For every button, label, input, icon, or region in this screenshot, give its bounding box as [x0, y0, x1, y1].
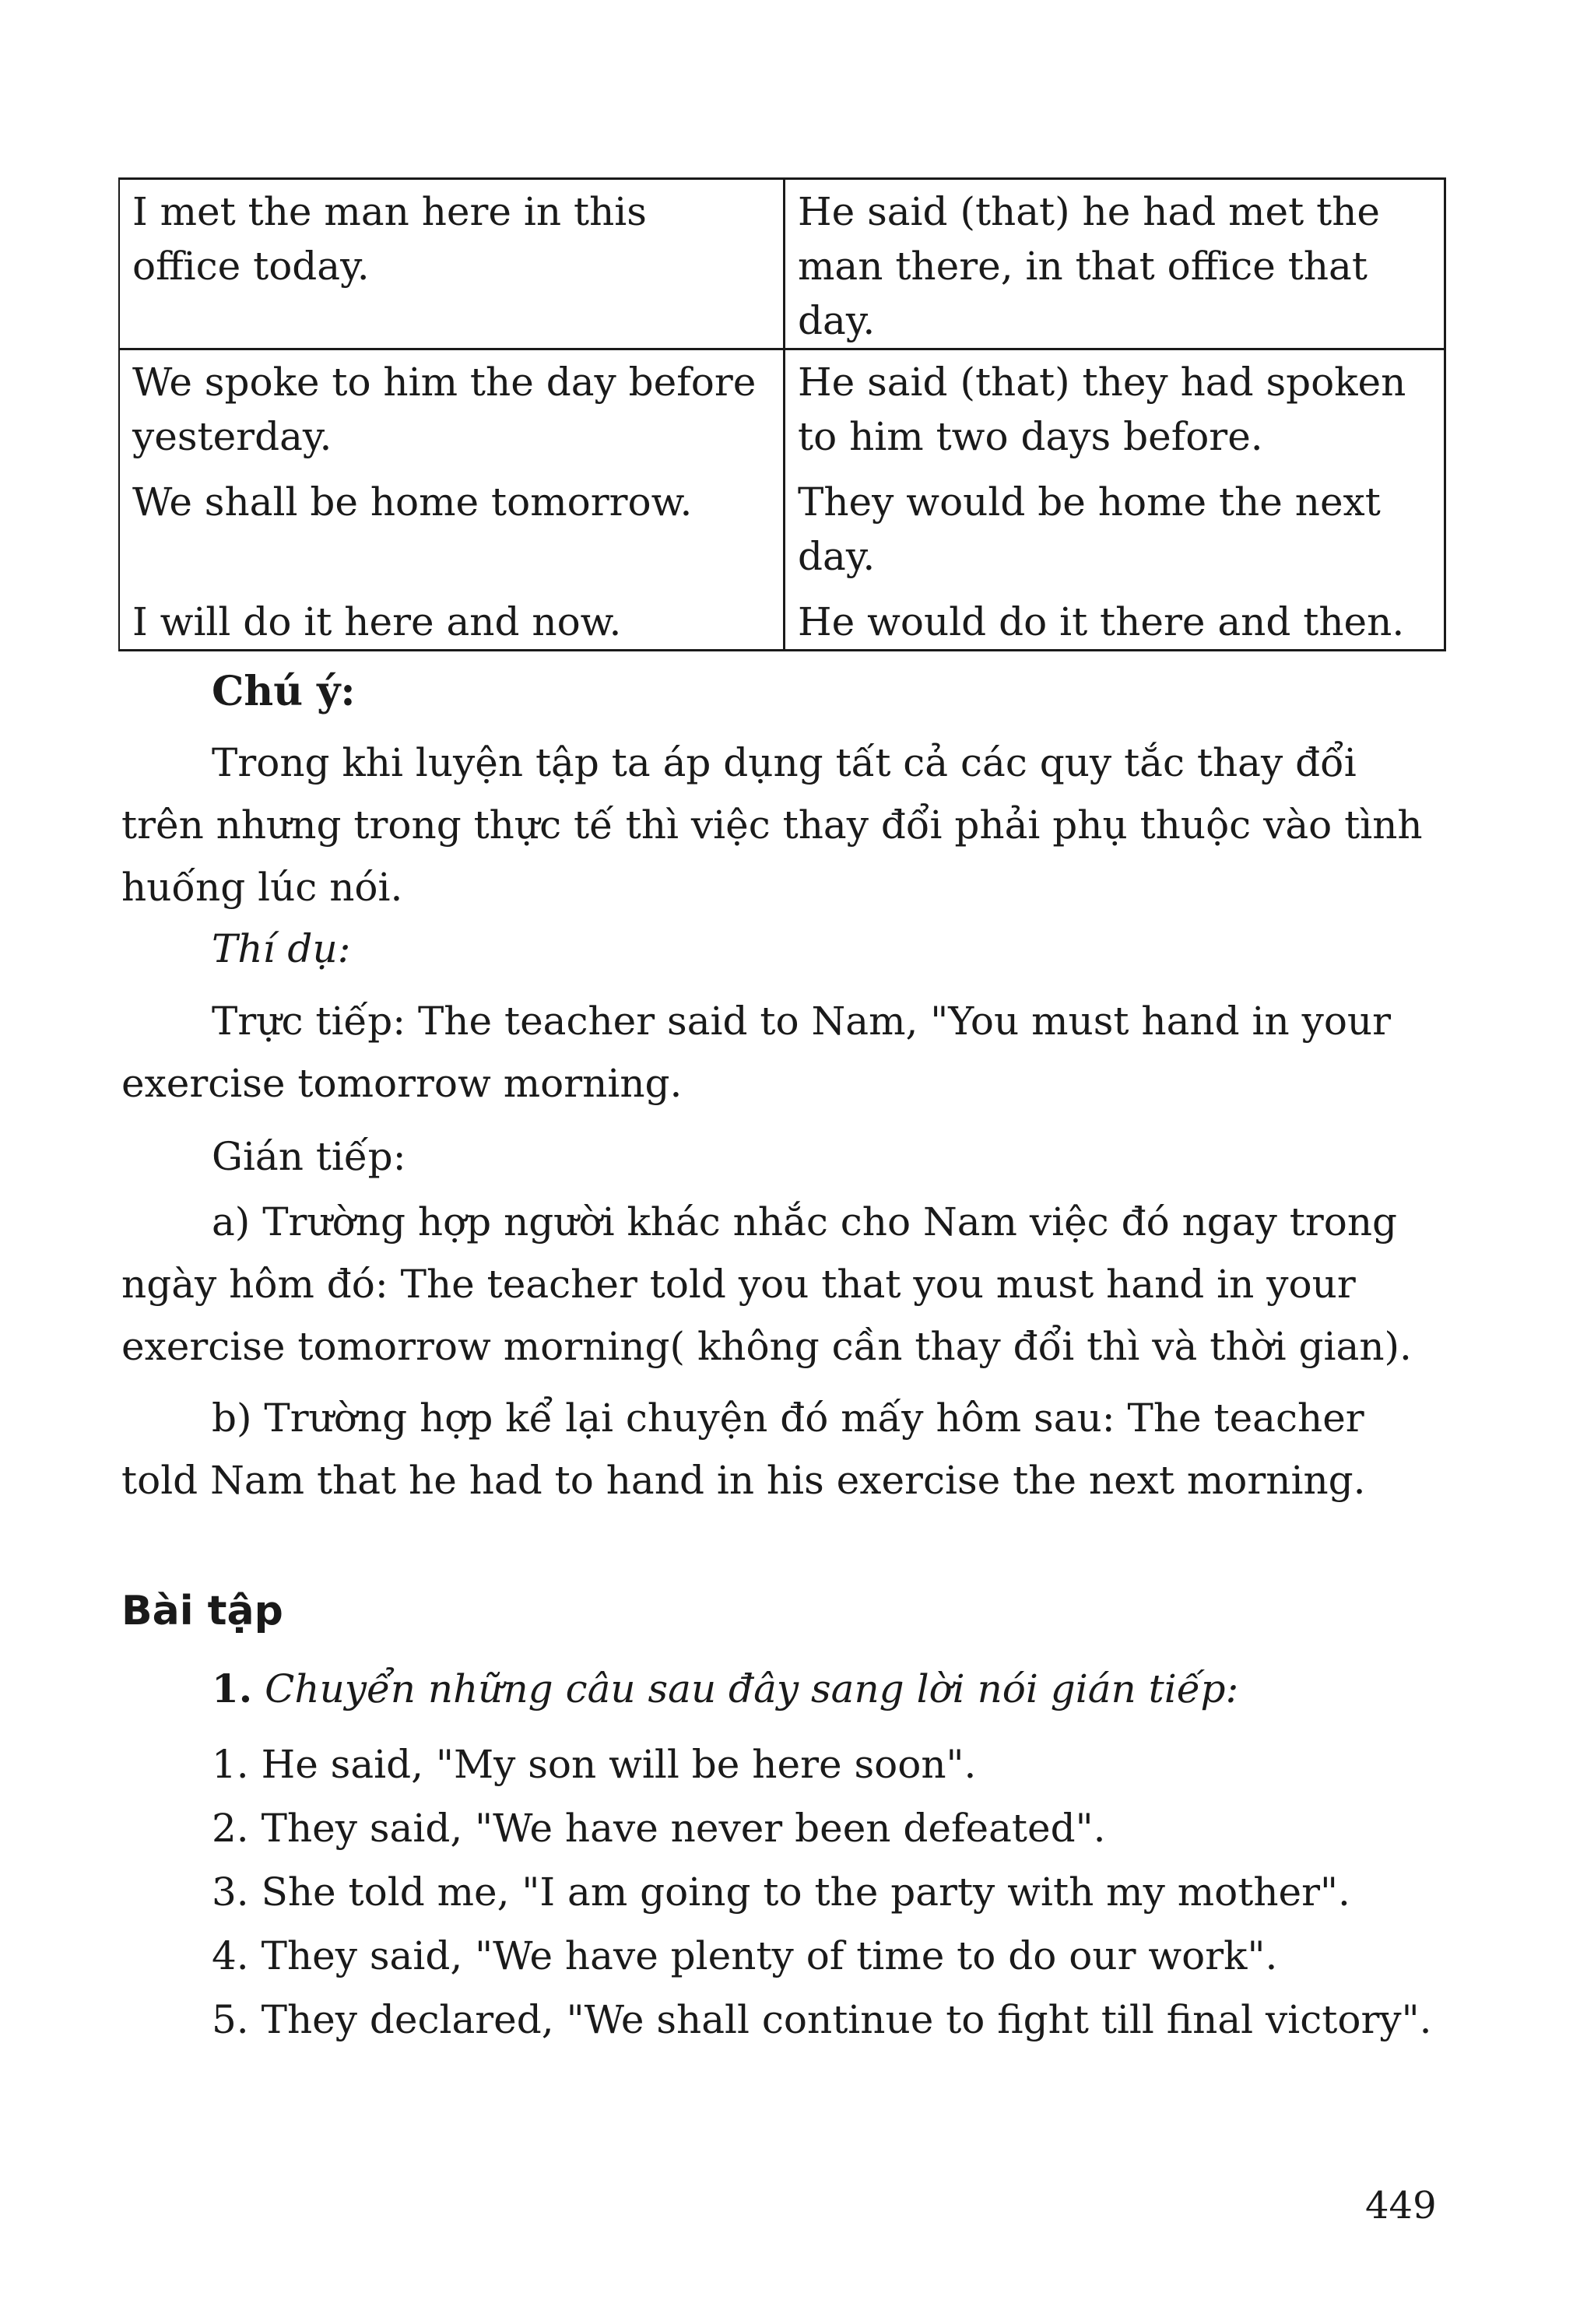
- exercise-item: 5. They declared, "We shall continue to fight till final victory".: [212, 1997, 1432, 2042]
- reported-sentence: [798, 595, 1444, 649]
- paragraph-line: Trực tiếp: The teacher said to Nam, "You must hand in your: [212, 999, 1392, 1044]
- table-text-line: I will do it here and now.: [132, 599, 622, 644]
- table-row: [119, 349, 1445, 651]
- exercise-item: 3. She told me, "I am going to the party with my mother".: [212, 1869, 1350, 1915]
- direct-sentence: [132, 595, 783, 649]
- paragraph-line: b) Trường hợp kể lại chuyện đó mấy hôm sau: The teacher: [212, 1395, 1364, 1441]
- case-b-paragraph: [121, 1387, 1441, 1511]
- table-text-line: I met the man here in this: [132, 189, 647, 234]
- page-number: 449: [1365, 2184, 1437, 2227]
- note-heading: Chú ý:: [212, 668, 356, 715]
- direct-sentence: [132, 355, 783, 464]
- note-paragraph: [121, 732, 1441, 918]
- exercise-list: [212, 1732, 1432, 2052]
- case-a-paragraph: [121, 1191, 1441, 1378]
- paragraph-line: a) Trường hợp người khác nhắc cho Nam việc đó ngay trong: [212, 1199, 1398, 1244]
- reported-speech-cell: [785, 349, 1445, 651]
- table-text-line: day.: [798, 534, 876, 579]
- paragraph-line: huống lúc nói.: [121, 865, 403, 910]
- paragraph-line: told Nam that he had to hand in his exercise the next morning.: [121, 1458, 1366, 1503]
- paragraph-line: trên nhưng trong thực tế thì việc thay đổi phải phụ thuộc vào tình: [121, 802, 1423, 848]
- exercises-title: Bài tập: [121, 1588, 283, 1634]
- table-text-line: day.: [798, 298, 876, 343]
- table-text-line: We shall be home tomorrow.: [132, 479, 693, 525]
- exercise-item: 2. They said, "We have never been defeated".: [212, 1806, 1106, 1851]
- table-text-line: He said (that) he had met the: [798, 189, 1381, 234]
- reported-sentence: [798, 355, 1444, 464]
- table-text-line: He said (that) they had spoken: [798, 360, 1406, 405]
- direct-speech-cell: [119, 349, 785, 651]
- exercise-item: 1. He said, "My son will be here soon".: [212, 1742, 977, 1787]
- paragraph-line: Trong khi luyện tập ta áp dụng tất cả các quy tắc thay đổi: [212, 740, 1357, 785]
- direct-example: [121, 990, 1441, 1115]
- table-text-line: man there, in that office that: [798, 244, 1368, 289]
- exercise-instruction: [212, 1666, 1238, 1711]
- paragraph-line: exercise tomorrow morning.: [121, 1061, 683, 1106]
- instruction-number: 1.: [212, 1666, 253, 1711]
- table-text-line: They would be home the next: [798, 479, 1381, 525]
- speech-conversion-table: [118, 177, 1446, 651]
- direct-speech-cell: [119, 179, 785, 349]
- reported-sentence: [798, 475, 1444, 584]
- example-label: Thí dụ:: [212, 926, 351, 971]
- reported-speech-cell: [785, 179, 1445, 349]
- table-text-line: office today.: [132, 244, 370, 289]
- indirect-label: Gián tiếp:: [212, 1134, 406, 1179]
- table-text-line: to him two days before.: [798, 414, 1263, 459]
- table-text-line: yesterday.: [132, 414, 332, 459]
- paragraph-line: exercise tomorrow morning( không cần thay đổi thì và thời gian).: [121, 1324, 1412, 1369]
- table-row: [119, 179, 1445, 349]
- table-text-line: He would do it there and then.: [798, 599, 1405, 644]
- paragraph-line: ngày hôm đó: The teacher told you that you must hand in your: [121, 1262, 1356, 1307]
- exercise-item: 4. They said, "We have plenty of time to do our work".: [212, 1933, 1278, 1978]
- table-text-line: We spoke to him the day before: [132, 360, 757, 405]
- instruction-text: Chuyển những câu sau đây sang lời nói gián tiếp:: [265, 1666, 1239, 1711]
- direct-sentence: [132, 475, 783, 529]
